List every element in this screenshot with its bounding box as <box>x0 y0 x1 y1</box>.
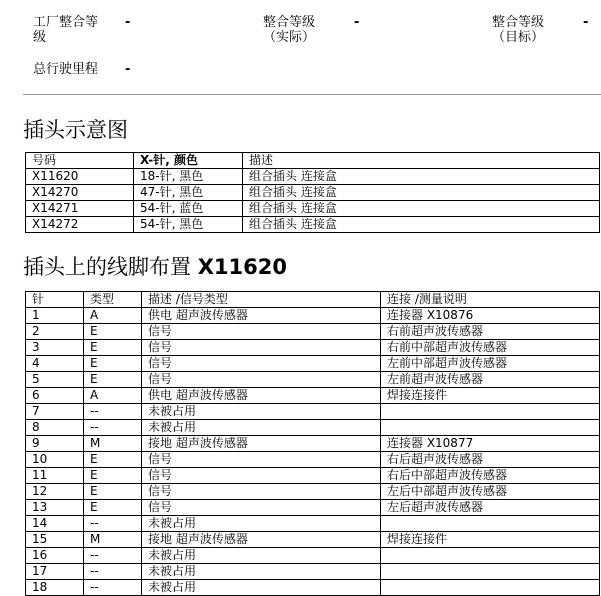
pin-row <box>26 532 600 548</box>
description-cell: 组合插头 连接盒 <box>243 217 600 233</box>
description-cell: 组合插头 连接盒 <box>243 201 600 217</box>
pin-number-cell: 8 <box>26 420 84 436</box>
pin-type-cell: A <box>84 388 142 404</box>
column-header-number: 号码 <box>26 153 134 169</box>
pin-row <box>26 340 600 356</box>
signal-description-cell: 未被占用 <box>142 516 381 532</box>
connector-table-body <box>26 169 600 233</box>
pin-row <box>26 564 600 580</box>
header-divider <box>23 94 601 95</box>
pin-number-cell: 2 <box>26 324 84 340</box>
connection-cell <box>381 420 600 436</box>
signal-description-cell: 未被占用 <box>142 548 381 564</box>
connection-cell: 左前超声波传感器 <box>381 372 600 388</box>
pin-number-cell: 6 <box>26 388 84 404</box>
signal-description-cell: 接地 超声波传感器 <box>142 532 381 548</box>
connection-cell: 左后中部超声波传感器 <box>381 484 600 500</box>
connection-cell <box>381 404 600 420</box>
signal-description-cell: 接地 超声波传感器 <box>142 436 381 452</box>
pin-table-header <box>26 292 600 308</box>
pin-number-cell: 18 <box>26 580 84 596</box>
pin-type-cell: M <box>84 532 142 548</box>
pin-type-cell: -- <box>84 564 142 580</box>
pin-section-connector-code: X11620 <box>197 255 287 279</box>
connection-cell <box>381 564 600 580</box>
signal-description-cell: 信号 <box>142 500 381 516</box>
column-header-type: 类型 <box>84 292 142 308</box>
connection-cell <box>381 548 600 564</box>
connection-cell: 右后中部超声波传感器 <box>381 468 600 484</box>
pin-row <box>26 420 600 436</box>
connector-table-header <box>26 153 600 169</box>
description-cell: 组合插头 连接盒 <box>243 185 600 201</box>
column-header-signal: 描述 /信号类型 <box>142 292 381 308</box>
signal-description-cell: 供电 超声波传感器 <box>142 388 381 404</box>
pin-type-cell: E <box>84 372 142 388</box>
pin-type-cell: -- <box>84 580 142 596</box>
pins-color-cell: 54-针, 黑色 <box>134 217 243 233</box>
signal-description-cell: 信号 <box>142 484 381 500</box>
pin-type-cell: -- <box>84 548 142 564</box>
connection-cell: 左后超声波传感器 <box>381 500 600 516</box>
connection-cell: 连接器 X10876 <box>381 308 600 324</box>
actual-grade-label <box>258 15 320 45</box>
pin-number-cell: 5 <box>26 372 84 388</box>
pin-number-cell: 10 <box>26 452 84 468</box>
pin-table <box>25 291 600 596</box>
pin-row <box>26 324 600 340</box>
connection-cell: 焊接连接件 <box>381 388 600 404</box>
signal-description-cell: 未被占用 <box>142 564 381 580</box>
pin-number-cell: 16 <box>26 548 84 564</box>
connection-cell: 连接器 X10877 <box>381 436 600 452</box>
signal-description-cell: 信号 <box>142 468 381 484</box>
pin-number-cell: 7 <box>26 404 84 420</box>
pin-number-cell: 3 <box>26 340 84 356</box>
actual-grade-title: 整合等级 <box>262 15 315 30</box>
pin-type-cell: E <box>84 500 142 516</box>
connector-number-cell: X14271 <box>26 201 134 217</box>
connector-row <box>26 201 600 217</box>
pin-number-cell: 17 <box>26 564 84 580</box>
signal-description-cell: 信号 <box>142 452 381 468</box>
pin-row <box>26 452 600 468</box>
connector-number-cell: X14272 <box>26 217 134 233</box>
pin-type-cell: -- <box>84 404 142 420</box>
target-grade-value: - <box>583 15 589 30</box>
connection-cell: 右前中部超声波传感器 <box>381 340 600 356</box>
pin-section-title <box>23 255 287 279</box>
pins-color-cell: 47-针, 黑色 <box>134 185 243 201</box>
connection-cell <box>381 580 600 596</box>
pin-row <box>26 404 600 420</box>
target-grade-title: 整合等级 <box>491 15 544 30</box>
pin-type-cell: E <box>84 356 142 372</box>
pin-type-cell: M <box>84 436 142 452</box>
column-header-connection: 连接 /测量说明 <box>381 292 600 308</box>
pins-color-cell: 18-针, 黑色 <box>134 169 243 185</box>
signal-description-cell: 信号 <box>142 324 381 340</box>
pin-number-cell: 13 <box>26 500 84 516</box>
pin-number-cell: 12 <box>26 484 84 500</box>
pin-type-cell: E <box>84 484 142 500</box>
signal-description-cell: 未被占用 <box>142 580 381 596</box>
connector-section-title: 插头示意图 <box>23 118 128 142</box>
connection-cell: 右前超声波传感器 <box>381 324 600 340</box>
pin-table-body <box>26 308 600 596</box>
signal-description-cell: 信号 <box>142 356 381 372</box>
pin-number-cell: 4 <box>26 356 84 372</box>
actual-grade-subtitle: （实际） <box>262 30 315 45</box>
description-cell: 组合插头 连接盒 <box>243 169 600 185</box>
pin-row <box>26 500 600 516</box>
pin-row <box>26 308 600 324</box>
pin-row <box>26 516 600 532</box>
column-header-pins-color <box>134 153 243 169</box>
pins-color-cell: 54-针, 蓝色 <box>134 201 243 217</box>
signal-description-cell: 信号 <box>142 372 381 388</box>
pin-row <box>26 468 600 484</box>
mileage-label: 总行驶里程 <box>33 62 99 77</box>
connection-cell: 右后超声波传感器 <box>381 452 600 468</box>
column-header-description: 描述 <box>243 153 600 169</box>
pin-row <box>26 548 600 564</box>
signal-description-cell: 未被占用 <box>142 420 381 436</box>
pin-type-cell: A <box>84 308 142 324</box>
pin-row <box>26 372 600 388</box>
connection-cell: 左前中部超声波传感器 <box>381 356 600 372</box>
factory-grade-value: - <box>125 15 131 30</box>
connector-row <box>26 185 600 201</box>
pin-row <box>26 388 600 404</box>
pin-type-cell: -- <box>84 516 142 532</box>
actual-grade-value: - <box>354 15 360 30</box>
pin-number-cell: 1 <box>26 308 84 324</box>
pin-section-title-text: 插头上的线脚布置 <box>23 255 198 279</box>
pin-row <box>26 484 600 500</box>
target-grade-subtitle: （目标） <box>491 30 544 45</box>
pin-type-cell: E <box>84 452 142 468</box>
pin-number-cell: 15 <box>26 532 84 548</box>
connector-row <box>26 169 600 185</box>
column-header-pin: 针 <box>26 292 84 308</box>
pin-type-cell: E <box>84 468 142 484</box>
connection-cell: 焊接连接件 <box>381 532 600 548</box>
connector-number-cell: X14270 <box>26 185 134 201</box>
connection-cell <box>381 516 600 532</box>
pin-row <box>26 356 600 372</box>
target-grade-label <box>487 15 549 45</box>
connector-number-cell: X11620 <box>26 169 134 185</box>
pin-number-cell: 11 <box>26 468 84 484</box>
connector-row <box>26 217 600 233</box>
pin-row <box>26 436 600 452</box>
pin-type-cell: E <box>84 340 142 356</box>
pin-type-cell: E <box>84 324 142 340</box>
pin-number-cell: 14 <box>26 516 84 532</box>
connector-table <box>25 152 600 233</box>
pin-type-cell: -- <box>84 420 142 436</box>
signal-description-cell: 供电 超声波传感器 <box>142 308 381 324</box>
mileage-value: - <box>125 62 131 77</box>
pin-row <box>26 580 600 596</box>
pin-number-cell: 9 <box>26 436 84 452</box>
factory-grade-label: 工厂整合等级 <box>33 15 99 45</box>
signal-description-cell: 未被占用 <box>142 404 381 420</box>
column-header-pins-color-text: X-针, 颜色 <box>140 153 198 167</box>
signal-description-cell: 信号 <box>142 340 381 356</box>
